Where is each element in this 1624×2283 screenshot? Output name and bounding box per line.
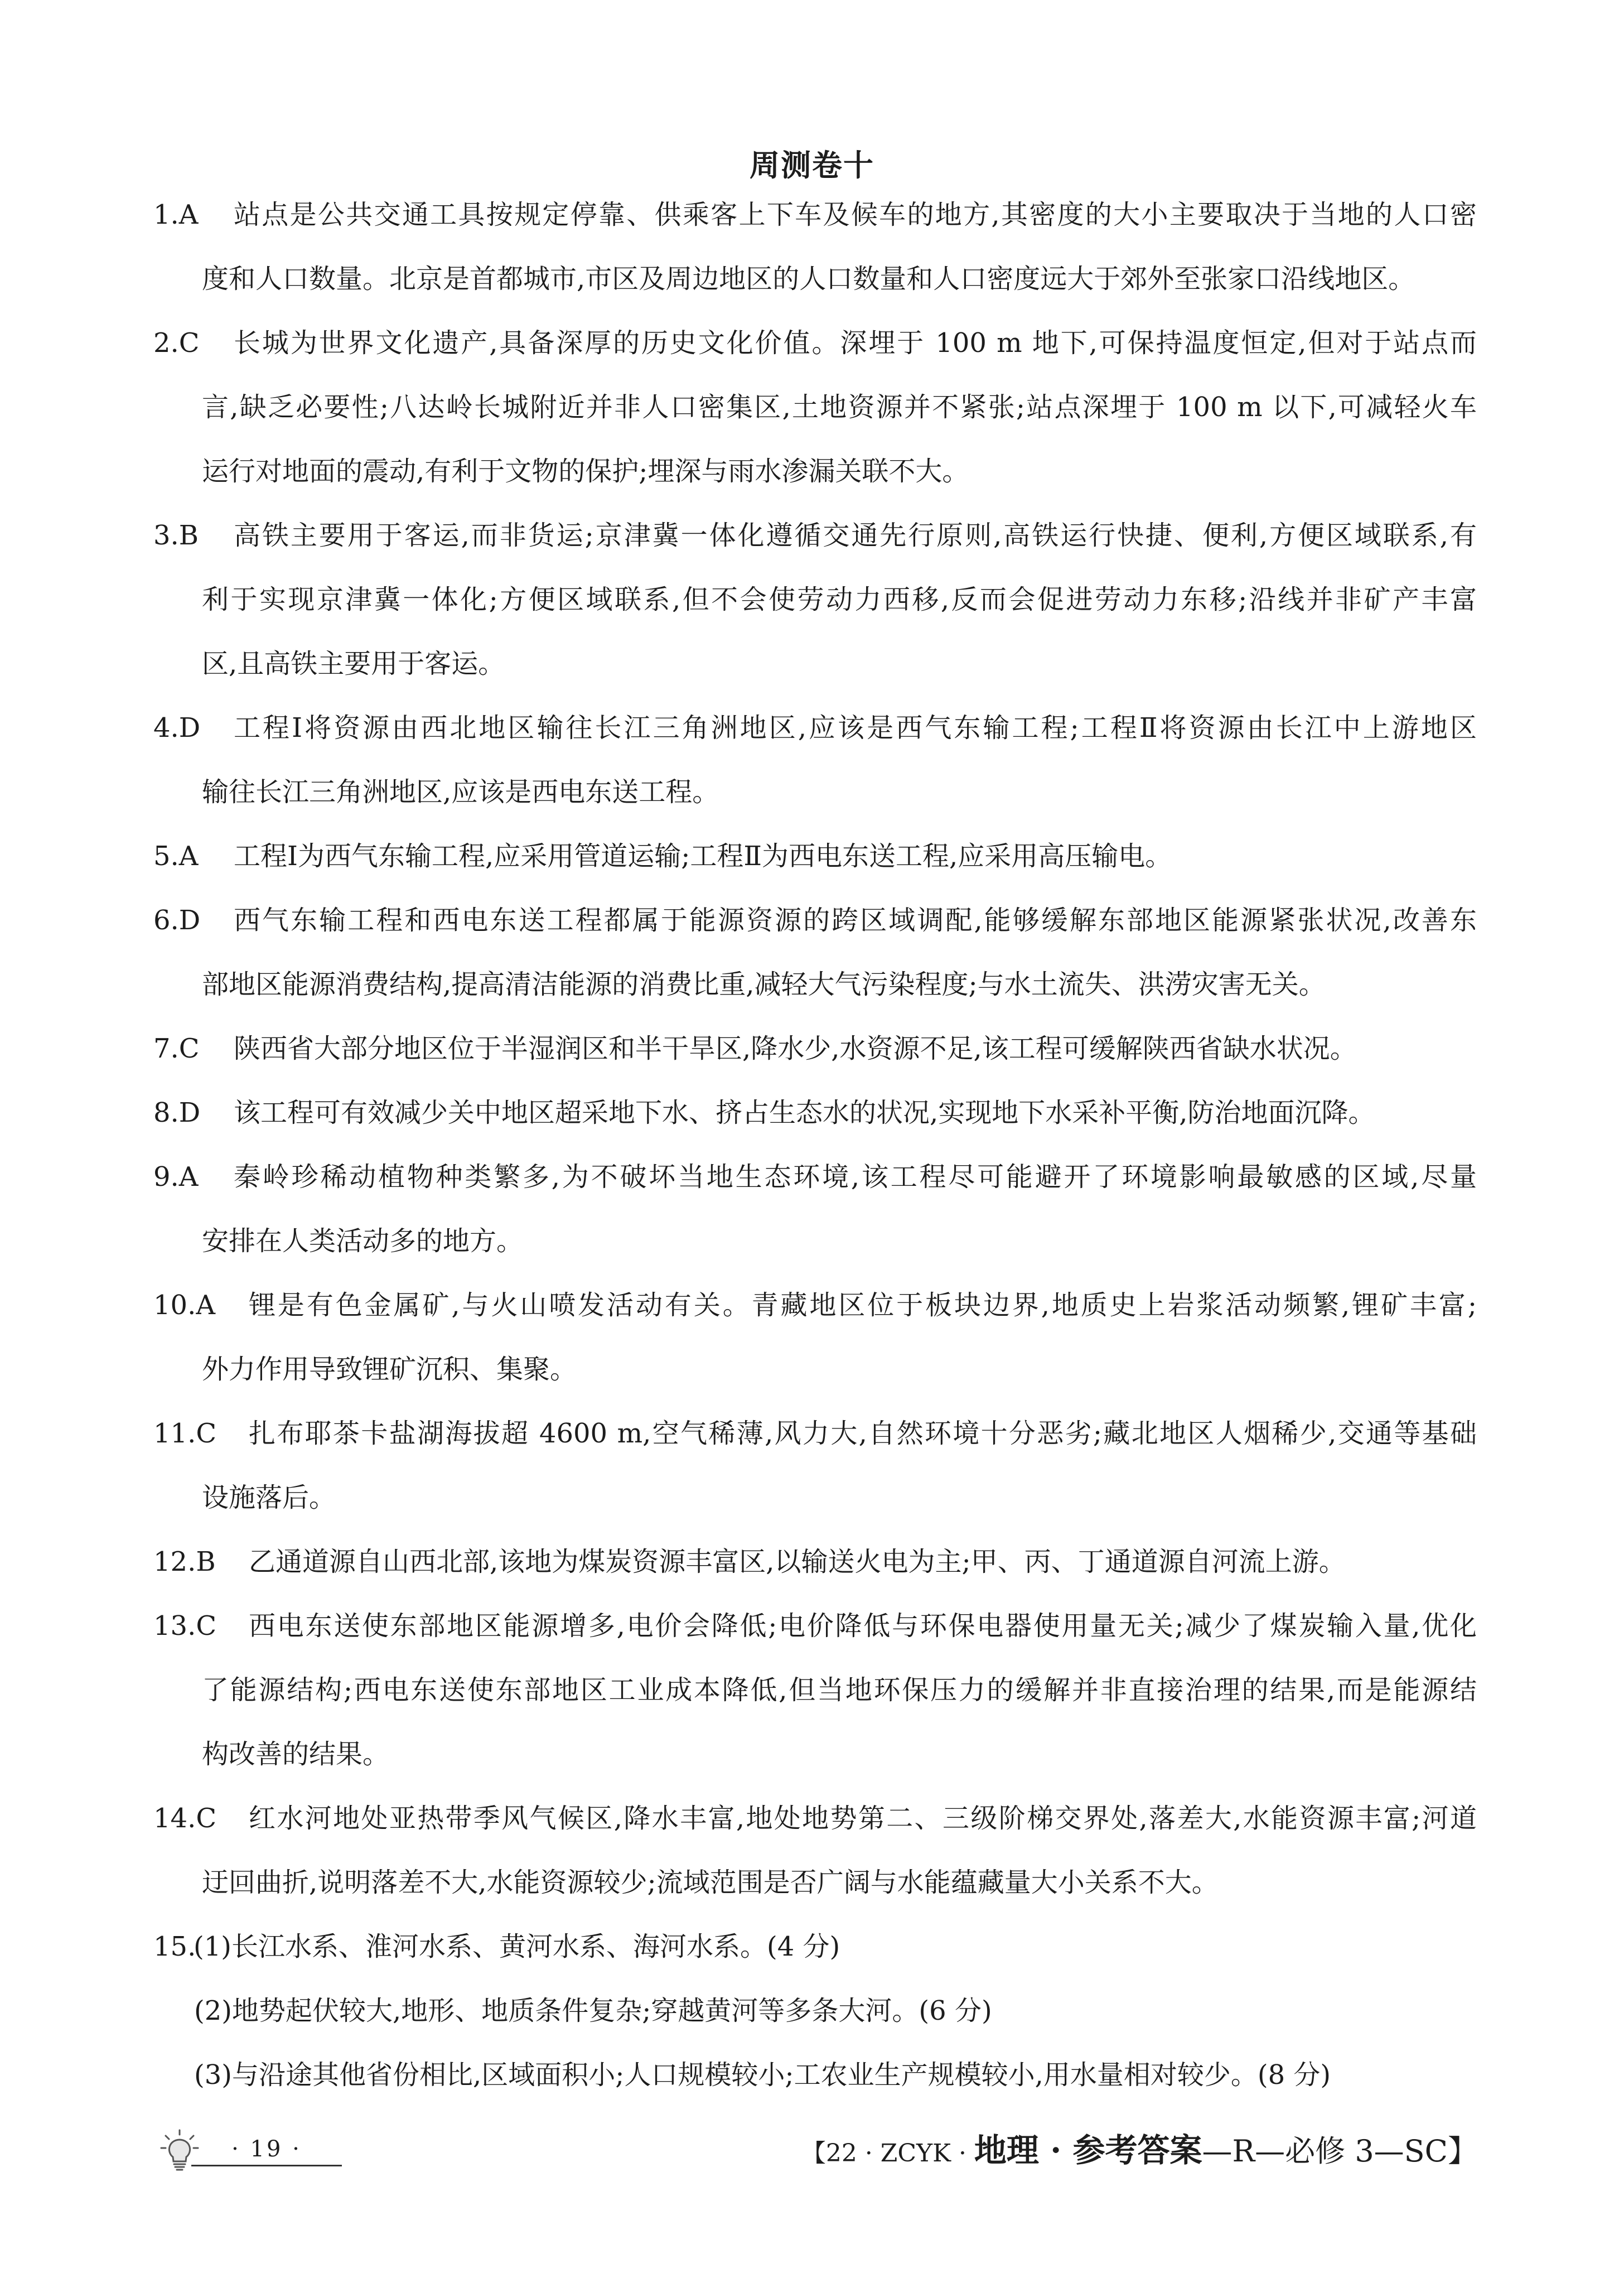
answer-line: 扎布耶茶卡盐湖海拔超 4600 m,空气稀薄,风力大,自然环境十分恶劣;藏北地区人烟稀少,交通等基础 [249, 1418, 1477, 1449]
answer-line: 言,缺乏必要性;八达岭长城附近并非人口密集区,土地资源并不紧张;站点深埋于 100 m 以下,可减轻火车 [202, 392, 1477, 423]
answer-label: 6.D [153, 905, 201, 936]
answer-label: 5.A [153, 841, 199, 872]
answer-line: 该工程可有效减少关中地区超采地下水、挤占生态水的状况,实现地下水采补平衡,防治地面沉降。 [234, 1097, 1375, 1128]
answer-line: 构改善的结果。 [202, 1739, 390, 1770]
answer-line: 锂是有色金属矿,与火山喷发活动有关。青藏地区位于板块边界,地质史上岩浆活动频繁,锂矿丰富; [249, 1290, 1477, 1321]
answer-line: (1)长江水系、淮河水系、黄河水系、海河水系。(4 分) [194, 1931, 840, 1962]
answer-line: 了能源结构;西电东送使东部地区工业成本降低,但当地环保压力的缓解并非直接治理的结果,而是能源结 [202, 1674, 1477, 1706]
answer-item [153, 1594, 1477, 1787]
answer-item [153, 183, 1477, 311]
answer-label: 15. [153, 1931, 196, 1962]
answer-list [153, 183, 1477, 2107]
answer-item [153, 1017, 1477, 1081]
answer-label: 3.B [153, 520, 199, 551]
answer-line: 长城为世界文化遗产,具备深厚的历史文化价值。深埋于 100 m 地下,可保持温度恒定,但对于站点而 [234, 327, 1477, 359]
footer-code [801, 2130, 1478, 2171]
answer-label: 11.C [153, 1418, 217, 1449]
footer-code-prefix: 【22 · ZCYK · [801, 2139, 974, 2168]
answer-line: 秦岭珍稀动植物种类繁多,为不破坏当地生态环境,该工程尽可能避开了环境影响最敏感的区域,尽量 [234, 1161, 1477, 1193]
answer-line: 外力作用导致锂矿沉积、集聚。 [202, 1354, 577, 1385]
answer-line: 西电东送使东部地区能源增多,电价会降低;电价降低与环保电器使用量无关;减少了煤炭输入量,优化 [249, 1610, 1477, 1642]
answer-item [153, 311, 1477, 504]
answer-line: 陕西省大部分地区位于半湿润区和半干旱区,降水少,水资源不足,该工程可缓解陕西省缺水状况。 [234, 1033, 1357, 1064]
answer-label: 14.C [153, 1803, 217, 1834]
answer-line: (3)与沿途其他省份相比,区域面积小;人口规模较小;工农业生产规模较小,用水量相对较少。(8 分) [194, 2059, 1331, 2091]
answer-item [153, 824, 1477, 889]
answer-line: 利于实现京津冀一体化;方便区域联系,但不会使劳动力西移,反而会促进劳动力东移;沿线并非矿产丰富 [202, 584, 1477, 615]
answer-line: 工程Ⅰ为西气东输工程,应采用管道运输;工程Ⅱ为西电东送工程,应采用高压输电。 [234, 841, 1172, 872]
answer-line: 西气东输工程和西电东送工程都属于能源资源的跨区域调配,能够缓解东部地区能源紧张状况,改善东 [234, 905, 1477, 936]
answer-line: 迂回曲折,说明落差不大,水能资源较少;流域范围是否广阔与水能蕴藏量大小关系不大。 [202, 1867, 1219, 1898]
answer-label: 2.C [153, 327, 200, 359]
answer-label: 10.A [153, 1290, 215, 1321]
answer-line: 区,且高铁主要用于客运。 [202, 648, 505, 679]
footer-code-suffix: —R—必修 3—SC】 [1202, 2134, 1478, 2169]
page-title: 周测卷十 [750, 147, 874, 183]
answer-line: 度和人口数量。北京是首都城市,市区及周边地区的人口数量和人口密度远大于郊外至张家口沿线地区。 [202, 263, 1415, 295]
answer-line: 乙通道源自山西北部,该地为煤炭资源丰富区,以输送火电为主;甲、丙、丁通道源自河流上游。 [249, 1546, 1346, 1577]
answer-item [153, 1915, 1477, 2107]
answer-label: 12.B [153, 1546, 216, 1577]
answer-label: 1.A [153, 199, 199, 230]
answer-item [153, 1273, 1477, 1402]
answer-label: 8.D [153, 1097, 201, 1128]
answer-label: 13.C [153, 1610, 217, 1642]
page-number: · 19 · [191, 2134, 342, 2166]
answer-item [153, 1081, 1477, 1145]
answer-item [153, 1787, 1477, 1915]
answer-line: 高铁主要用于客运,而非货运;京津冀一体化遵循交通先行原则,高铁运行快捷、便利,方便区域联系,有 [234, 520, 1477, 551]
answer-item [153, 696, 1477, 824]
answer-label: 4.D [153, 712, 201, 744]
answer-line: (2)地势起伏较大,地形、地质条件复杂;穿越黄河等多条大河。(6 分) [194, 1995, 992, 2026]
answer-line: 运行对地面的震动,有利于文物的保护;埋深与雨水渗漏关联不大。 [202, 456, 969, 487]
footer-page [159, 2128, 349, 2173]
answer-line: 工程Ⅰ将资源由西北地区输往长江三角洲地区,应该是西气东输工程;工程Ⅱ将资源由长江中上游地区 [234, 712, 1477, 744]
answer-label: 9.A [153, 1161, 199, 1193]
answer-line: 站点是公共交通工具按规定停靠、供乘客上下车及候车的地方,其密度的大小主要取决于当地的人口密 [234, 199, 1477, 230]
answer-line: 安排在人类活动多的地方。 [202, 1225, 524, 1257]
answer-item [153, 889, 1477, 1017]
answer-line: 设施落后。 [202, 1482, 336, 1513]
answer-item [153, 504, 1477, 696]
answer-item [153, 1145, 1477, 1273]
footer-code-subject: 地理 · 参考答案 [974, 2131, 1202, 2169]
answer-item [153, 1402, 1477, 1530]
answer-line: 红水河地处亚热带季风气候区,降水丰富,地处地势第二、三级阶梯交界处,落差大,水能资源丰富;河道 [249, 1803, 1477, 1834]
answer-item [153, 1530, 1477, 1594]
answer-line: 部地区能源消费结构,提高清洁能源的消费比重,减轻大气污染程度;与水土流失、洪涝灾害无关。 [202, 969, 1326, 1000]
answer-line: 输往长江三角洲地区,应该是西电东送工程。 [202, 776, 719, 808]
answer-label: 7.C [153, 1033, 200, 1064]
